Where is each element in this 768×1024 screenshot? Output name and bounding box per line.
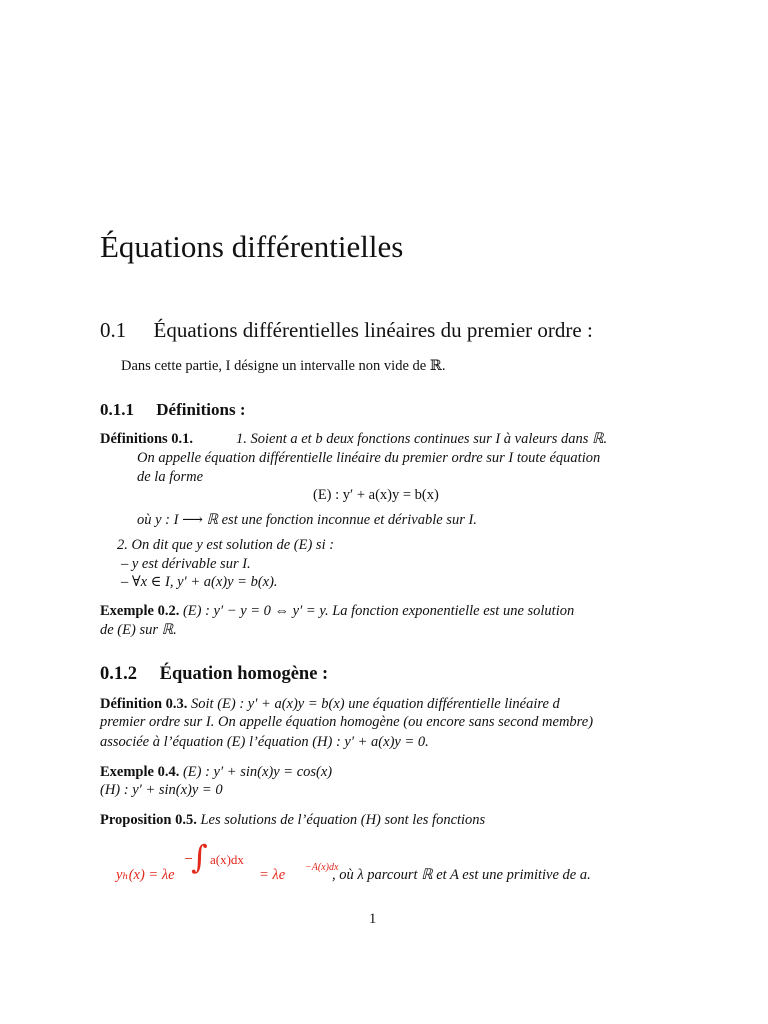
equation-E: (E) : y′ + a(x)y = b(x) xyxy=(313,487,439,503)
item-number: 1. xyxy=(236,431,247,447)
formula-rhs: = λe xyxy=(259,867,286,883)
definition-label: Définition 0.3. xyxy=(100,696,188,712)
proposition-label: Proposition 0.5. xyxy=(100,812,197,828)
subsection-heading-1 xyxy=(100,400,246,420)
example-text-line: de (E) sur ℝ. xyxy=(100,622,177,638)
integral-sign: ∫ xyxy=(191,838,208,876)
example-label: Exemple 0.2. xyxy=(100,603,180,619)
formula-rhs-exponent: −A(x)dx xyxy=(305,862,339,873)
formula-lhs: yₕ(x) = λe xyxy=(116,867,175,883)
definition-text: Soit (E) : y′ + a(x)y = b(x) une équation différentielle linéaire d xyxy=(191,696,560,712)
subsection-number: 0.1.1 xyxy=(100,400,134,419)
section-heading xyxy=(100,318,593,343)
definition-text-line: associée à l’équation (E) l’équation (H) : y′ + a(x)y = 0. xyxy=(100,734,429,750)
example-label: Exemple 0.4. xyxy=(100,764,180,780)
formula-integrand: a(x)dx xyxy=(210,852,244,867)
definition-item-1 xyxy=(236,431,607,448)
page-number: 1 xyxy=(369,911,377,927)
intro-paragraph: Dans cette partie, I désigne un intervalle non vide de ℝ. xyxy=(121,358,446,374)
definition-0-3 xyxy=(100,696,560,713)
definition-text-line: premier ordre sur I. On appelle équation homogène (ou encore sans second membre) xyxy=(100,714,594,730)
example-text: (E) : y′ + sin(x)y = cos(x) xyxy=(182,764,333,780)
subsection-heading-2 xyxy=(100,664,328,685)
example-text-line: (H) : y′ + sin(x)y = 0 xyxy=(100,782,223,798)
formula-exponent-minus: − xyxy=(184,852,194,865)
subsection-number: 0.1.2 xyxy=(100,664,137,684)
list-item: – y est dérivable sur I. xyxy=(121,556,251,572)
item-text: Soient a et b deux fonctions continues sur I à valeurs dans ℝ. xyxy=(250,431,608,447)
definition-text-line: On appelle équation différentielle linéaire du premier ordre sur I toute équation xyxy=(137,450,601,466)
definitions-label: Définitions 0.1. xyxy=(100,431,194,447)
definition-text-line: de la forme xyxy=(137,469,204,485)
formula-tail: , où λ parcourt ℝ et A est une primitive de a. xyxy=(332,867,591,883)
section-number: 0.1 xyxy=(100,318,127,342)
example-0-4 xyxy=(100,764,332,781)
example-text: (E) : y′ − y = 0 ⇔ y′ = y. La fonction exponentielle est une solution xyxy=(182,603,575,619)
chapter-title: Équations différentielles xyxy=(100,229,404,264)
section-title: Équations différentielles linéaires du premier ordre : xyxy=(153,318,593,342)
definition-text-line: où y : I ⟶ ℝ est une fonction inconnue et dérivable sur I. xyxy=(137,512,477,528)
proposition-text: Les solutions de l’équation (H) sont les fonctions xyxy=(200,812,486,828)
proposition-0-5 xyxy=(100,812,485,829)
subsection-title: Définitions : xyxy=(156,400,246,419)
example-0-2 xyxy=(100,603,574,620)
subsection-title: Équation homogène : xyxy=(159,664,329,684)
list-item: – ∀x ∈ I, y′ + a(x)y = b(x). xyxy=(121,574,278,590)
definition-item-2: 2. On dit que y est solution de (E) si : xyxy=(117,537,335,553)
